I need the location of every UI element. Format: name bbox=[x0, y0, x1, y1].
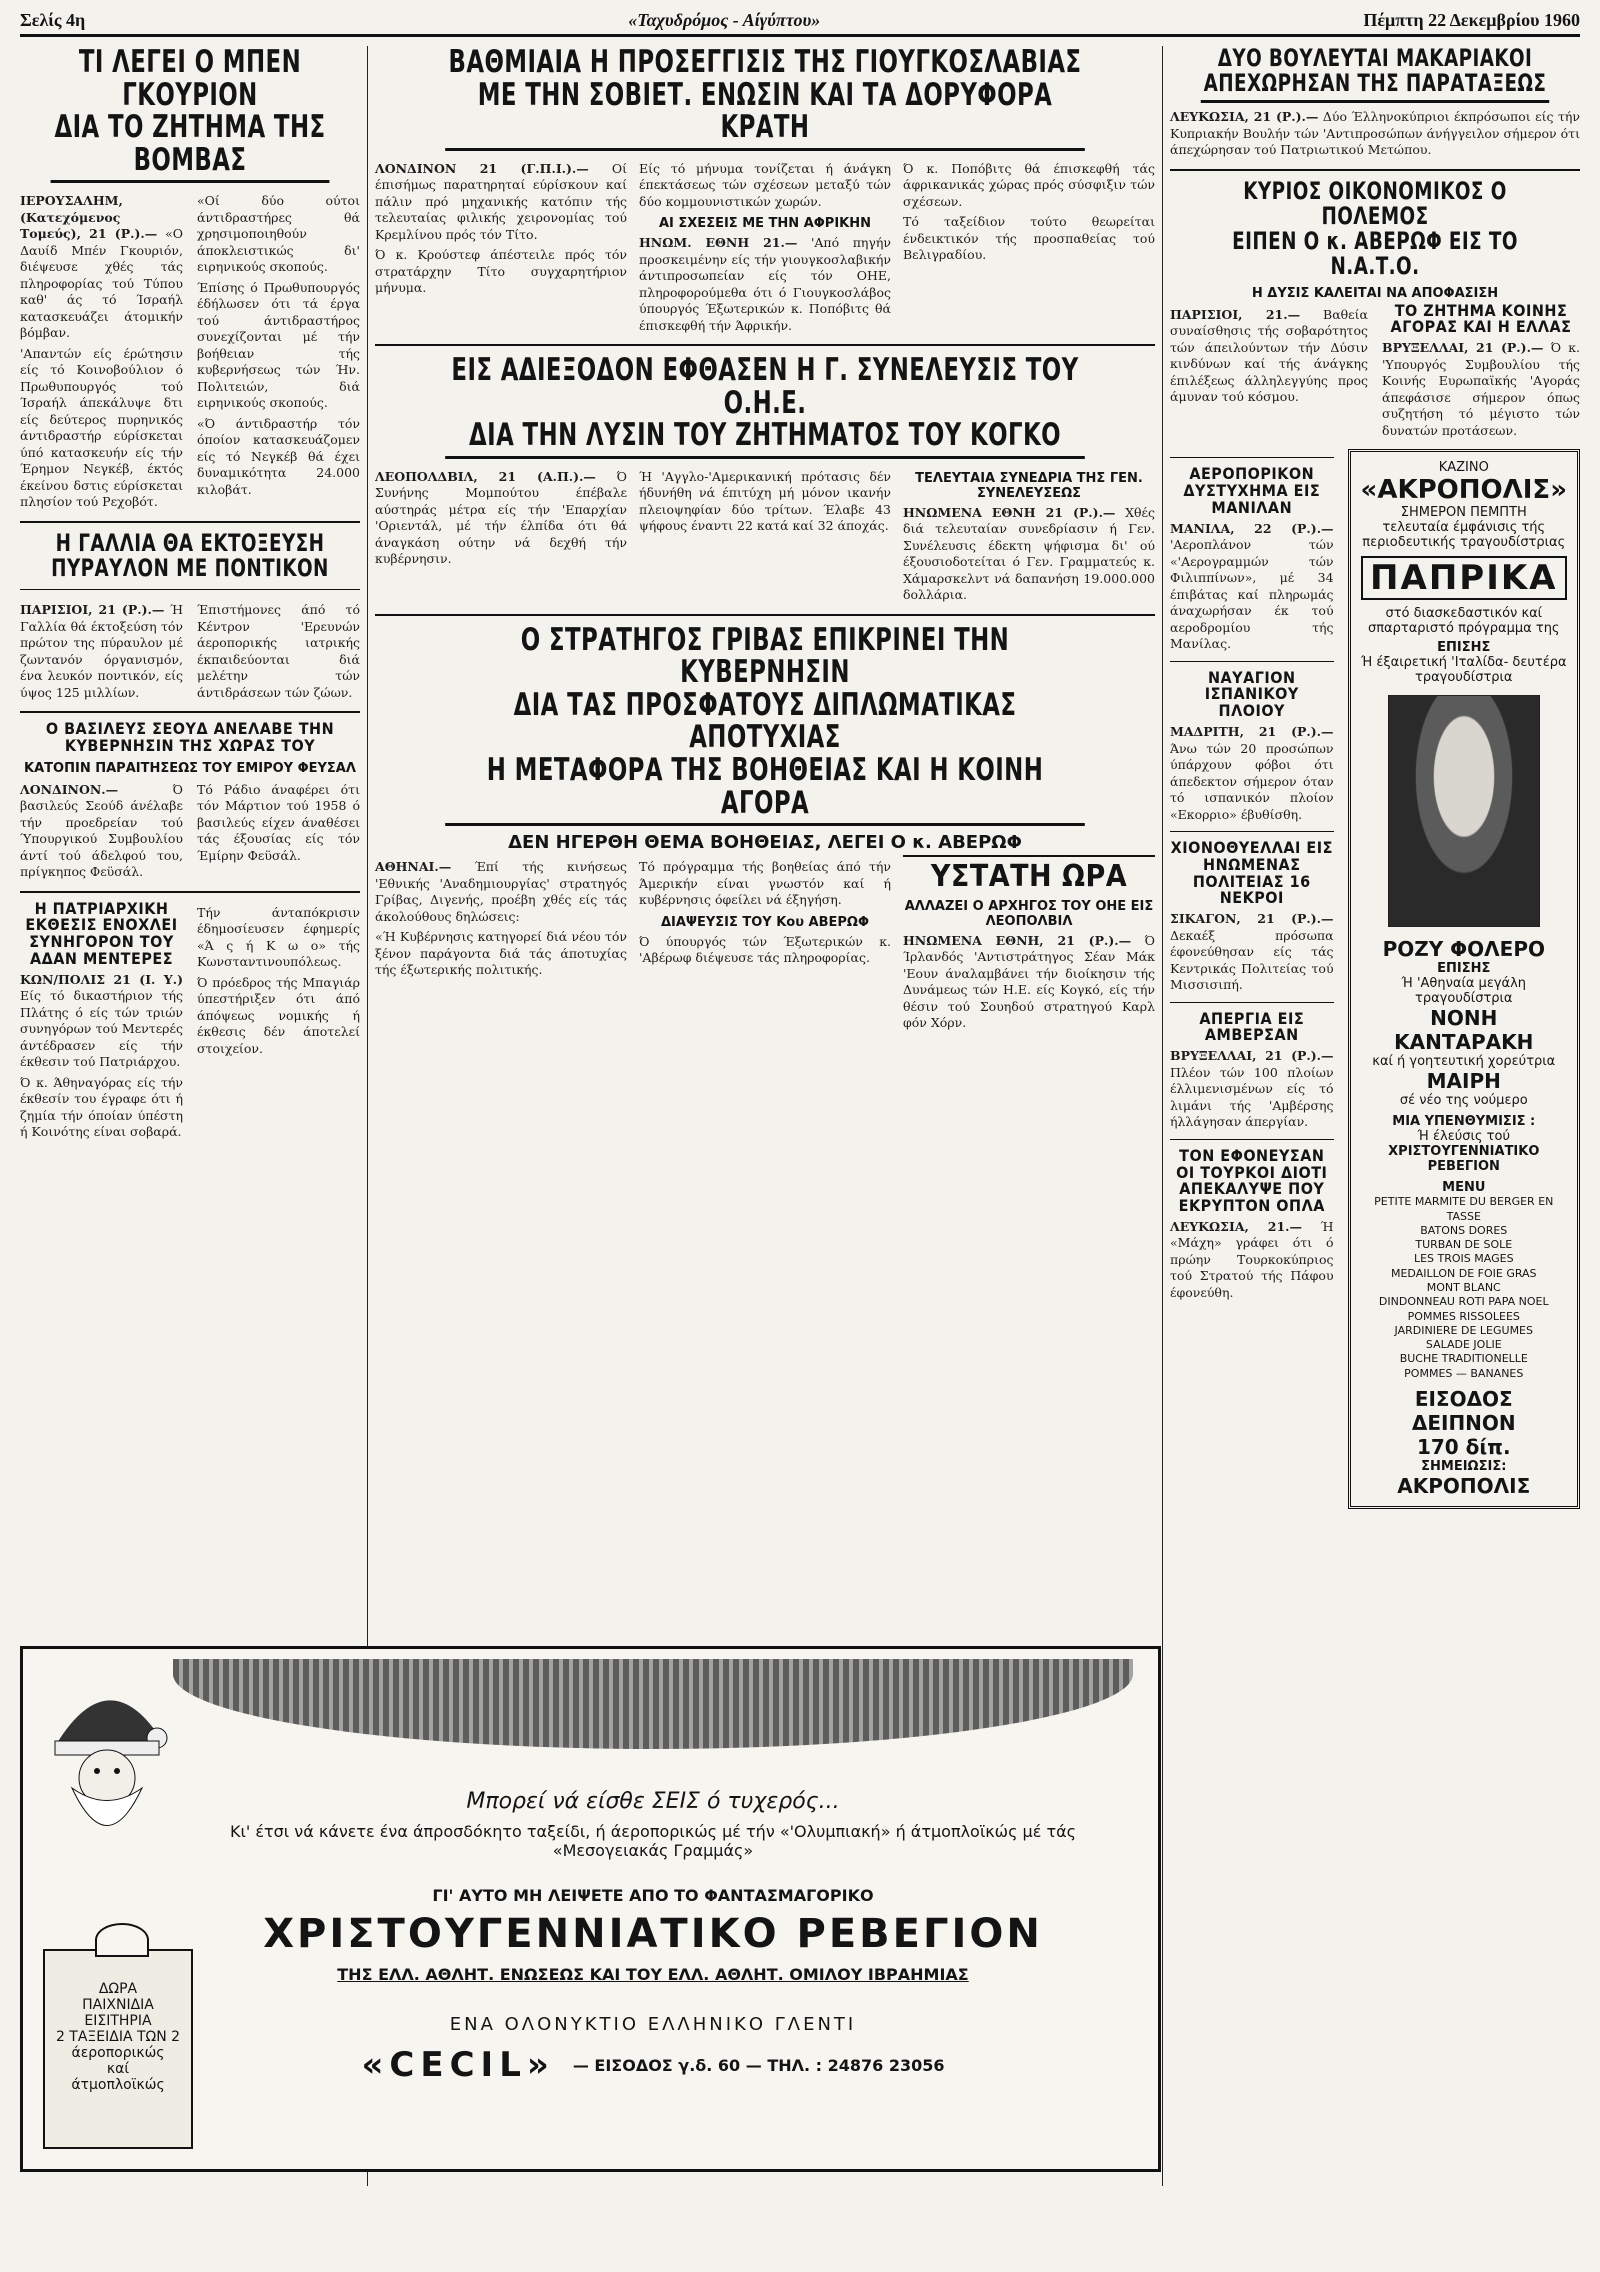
dateline: ΛΟΝΔΙΝΟΝ 21 (Γ.Π.Ι.).— bbox=[375, 160, 589, 176]
gift-text bbox=[45, 1981, 191, 2093]
subheadline: ΔΕΝ ΗΓΕΡΘΗ ΘΕΜΑ ΒΟΗΘΕΙΑΣ, ΛΕΓΕΙ Ο κ. ΑΒΕΡΩΦ bbox=[508, 832, 1022, 854]
ad-title: ΜΑΙΡΗ bbox=[1426, 1069, 1501, 1094]
ad-text: σέ νέο της νούμερο bbox=[1399, 1093, 1528, 1109]
headline: Η ΜΕΤΑΦΟΡΑ ΤΗΣ ΒΟΗΘΕΙΑΣ ΚΑΙ Η ΚΟΙΝΗ ΑΓΟΡΑ bbox=[445, 754, 1085, 826]
menu-item: MONT BLANC bbox=[1426, 1281, 1501, 1294]
headline: ΥΣΤΑΤΗ ΩΡΑ bbox=[903, 855, 1155, 893]
headline: ΝΑΥΑΓΙΟΝ ΙΣΠΑΝΙΚΟΥ ΠΛΟΙΟΥ bbox=[1204, 667, 1299, 721]
ad-price: 170 δίπ. bbox=[1416, 1435, 1511, 1460]
masthead bbox=[20, 6, 1580, 37]
headline: ΑΠΕΧΩΡΗΣΑΝ ΤΗΣ ΠΑΡΑΤΑΞΕΩΣ bbox=[1201, 71, 1550, 103]
ad-text: Κι' έτσι νά κάνετε ένα άπροσδόκητο ταξείδι, ή άεροπορικώς μέ τήν «'Ολυμπιακή» ή άτμοπλοϊκώς μέ τάς «Μεσογειακάς Γραμμάς» bbox=[229, 1822, 1077, 1860]
headline: ΔΥΟ ΒΟΥΛΕΥΤΑΙ ΜΑΚΑΡΙΑΚΟΙ bbox=[1217, 44, 1533, 72]
article-text: Έπί τής κινήσεως 'Εθνικής 'Αναδημιουργίας' στρατηγός Γρίβας, Διγενής, προέβη χθές είς τάς άκολούθους δηλώσεις: bbox=[375, 859, 627, 924]
article-text: Είς τό δικαστήριον τής Πλάτης ό είς τών τριών συνηγόρων τού Μεντερές άντέδρασεν είς τήν έκθεσιν τού Πατριάρχου. bbox=[20, 988, 183, 1070]
article-text: Ό Συνήνης Μομπούτου έπέβαλε αύστηράς μέτρα είς τήν 'Επαρχίαν 'Οριεντάλ, μέ τήν έλπίδα ότι θά άναγκάση ούτην νά δεχθή τήν κυβέρνησιν. bbox=[375, 468, 627, 567]
subheadline: ΚΑΤΟΠΙΝ ΠΑΡΑΙΤΗΣΕΩΣ ΤΟΥ ΕΜΙΡΟΥ ΦΕΥΣΑΛ bbox=[24, 760, 356, 776]
dateline: ΣΙΚΑΓΟΝ, 21 (Ρ.).— bbox=[1170, 911, 1334, 927]
article-text: Ή 'Αγγλο-'Αμερικανική πρότασις δέν ήδυνήθη νά έπιτύχη μή μόνον ικανήν πλειοψηφίαν δύο τρίτων. Έλαβε 43 ψήφους έναντι 22 κατά καί 32 άποχάς. bbox=[639, 468, 891, 534]
article-text: «Ή Κυβέρνησις κατηγορεί διά νέου τόν ξένον παράγοντα διά τάς άποτυχίας τής έξωτερικής πολιτικής. bbox=[375, 929, 627, 978]
dateline: ΗΝΩΜΕΝΑ ΕΘΝΗ, 21 (Ρ.).— bbox=[903, 932, 1132, 948]
gift-line: ΕΙΣΙΤΗΡΙΑ bbox=[84, 2013, 152, 2029]
ad-title: ΧΡΙΣΤΟΥΓΕΝΝΙΑΤΙΚΟ ΡΕΒΕΓΙΟΝ bbox=[263, 1911, 1043, 1957]
headline: ΜΕ ΤΗΝ ΣΟΒΙΕΤ. ΕΝΩΣΙΝ ΚΑΙ ΤΑ ΔΟΡΥΦΟΡΑ ΚΡΑΤΗ bbox=[445, 79, 1085, 151]
article-yugoslavia: ΒΑΘΜΙΑΙΑ Η ΠΡΟΣΕΓΓΙΣΙΣ ΤΗΣ ΓΙΟΥΓΚΟΣΛΑΒΙΑΣ ΜΕ ΤΗΝ ΣΟΒΙΕΤ. ΕΝΩΣΙΝ ΚΑΙ ΤΑ ΔΟΡΥΦΟΡΑ ΚΡΑΤΗ ΛΟΝΔΙΝΟΝ 21 (Γ.Π.Ι.).— Οί έπισήμως παρατηρηταί εύρίσκουν καί πάλιν πρό μηχανικής κατόπιν τής τελευταίας φιλικής χειρονομίας τού Κρεμλίνου πρός τόν Τίτο. Ό κ. Κρούστεφ άπέστειλε πρός τόν στρατάρχην Τίτο συγχαρητήριον μήνυμα. Είς τό μήνυμα τονίζεται ή άνάγκη έπεκτάσεως τών σχέσεων μεταξύ τών δύο κομμουνιστικών χωρών. ΑΙ ΣΧΕΣΕΙΣ ΜΕ ΤΗΝ ΑΦΡΙΚΗΝ ΗΝΩΜ. ΕΘΝΗ 21.— 'Από πηγήν προσκειμένην είς τήν γιουγκοσλαβικήν άντιπροσωπείαν είς τόν ΟΗΕ, πληροφορούμεθα ότι ό Γιουγκοσλάβος ύπουργός Έξωτερικών κ. Ποπόβιτς θά έπισκεφθή τήν Άφρικήν. Ό κ. Ποπόβιτς θά έπισκεφθή τάς άφρικανικάς χώρας πρός σύσφιξιν τών σχέσεων. Τό ταξείδιον τούτο θεωρείται ένδεικτικόν τής προσπαθείας τού Βελιγραδίου. bbox=[375, 44, 1155, 333]
menu-title: MENU bbox=[1442, 1180, 1486, 1196]
subheadline: ΑΛΛΑΖΕΙ Ο ΑΡΧΗΓΟΣ ΤΟΥ ΟΗΕ ΕΙΣ ΛΕΟΠΟΛΒΙΛ bbox=[904, 898, 1154, 929]
article-text: «Ο Δαυίδ Μπέν Γκουριόν, διέψευσε χθές τάς πληροφορίας τού Τύπου καθ' άς τό Ίσραήλ κατασκευάζει άτομικήν βόμβαν. bbox=[20, 226, 183, 341]
page-number: Σελίς 4η bbox=[20, 9, 86, 30]
ad-text: Ή 'Αθηναία μεγάλη τραγουδίστρια bbox=[1401, 976, 1527, 1007]
headline: ΤΟΝ ΕΦΟΝΕΥΣΑΝ ΟΙ ΤΟΥΡΚΟΙ ΔΙΟΤΙ ΑΠΕΚΑΛΥΨΕ ΠΟΥ ΕΚΡΥΠΤΟΝ ΟΠΛΑ bbox=[1176, 1145, 1328, 1216]
article-text: Βαθεία συναίσθησις τής σοβαρότητος τών άπειλούντων τήν Δύσιν κινδύνων καί τής άνάγκης έπιλέξεως άλληλεγγύης προς άμυναν τού κόσμου. bbox=[1170, 306, 1368, 405]
garland-decoration bbox=[173, 1659, 1133, 1749]
headline: ΕΙΣ ΑΔΙΕΞΟΔΟΝ ΕΦΘΑΣΕΝ Η Γ. ΣΥΝΕΛΕΥΣΙΣ ΤΟΥ Ο.Η.Ε. bbox=[451, 352, 1079, 421]
article-text: Δεκαέξ πρόσωπα έφονεύθησαν είς τάς Κεντρικάς Πολιτείας τού Μισσισιπή. bbox=[1170, 927, 1334, 993]
dateline: ΒΡΥΞΕΛΛΑΙ, 21 (Ρ.).— bbox=[1170, 1048, 1334, 1064]
dateline: ΛΕΟΠΟΛΔΒΙΛ, 21 (Α.Π.).— bbox=[375, 468, 596, 484]
menu-item: PETITE MARMITE DU BERGER EN TASSE bbox=[1374, 1195, 1554, 1223]
headline: Ο ΒΑΣΙΛΕΥΣ ΣΕΟΥΔ ΑΝΕΛΑΒΕ ΤΗΝ ΚΥΒΕΡΝΗΣΙΝ ΤΗΣ ΧΩΡΑΣ ΤΟΥ bbox=[45, 719, 335, 755]
ad-text: ΕΠΙΣΗΣ bbox=[1437, 961, 1491, 977]
dateline: ΛΕΥΚΩΣΙΑ, 21.— bbox=[1170, 1218, 1303, 1234]
ad-title: ΕΙΣΟΔΟΣ ΔΕΙΠΝΟΝ bbox=[1411, 1387, 1516, 1436]
article-text: Δύο Έλληνοκύπριοι έκπρόσωποι είς τήν Κυπριακήν Βουλήν τών 'Αντιπροσώπων άνήγγειλον σήμερον ότι άπεχώρησαν τού Πατριωτικού Μετώπου. bbox=[1170, 109, 1580, 158]
dateline: ΗΝΩΜ. ΕΘΝΗ 21.— bbox=[639, 235, 798, 251]
article-text: 'Απαντών είς έρώτησιν είς τό Κοινοβούλιον ό Πρωθυπουργός τού Ίσραήλ άπεκάλυψε δτι είς δεύτερος πυρηνικός άντιδραστήρ εύρίσκεται ύπό κατασκευήν είς τήν Έρημον Νεγκέβ, έκτός έκείνου δστις εύρίσκεται πλησίον τού Ρεχοβότ. bbox=[20, 345, 183, 510]
article-text: Ή Γαλλία θά έκτοξεύση τόν πρώτον της πύραυλον μέ ζωντανόν όργανισμόν, ένα λευκόν ποντικόν, είς ύψος 125 μιλλίων. bbox=[20, 602, 183, 700]
article-text: Χθές διά τελευταίαν συνεδρίασιν ή Γεν. Συνέλευσις έδεκτη ψήφισμα δι' ού έξουσιοδοτείται ό Γεν. Γραμματεύς κ. Χάμαρσκελντ νά δαπανήση 19.000.000 δολλάρια. bbox=[903, 504, 1155, 603]
column-left bbox=[20, 46, 360, 1141]
article-text: Ό Ίρλανδός 'Αντιστράτηγος Σέαν Μάκ 'Εουν άναλαμβάνει τήν διοίκησιν τής Δυνάμεως τών Η.Ε. είς Κογκό, είς τήν θέσιν τού Σουηδού στρατηγού Καρλ φόν Χόρν. bbox=[903, 932, 1155, 1031]
ad-text: ΜΙΑ ΥΠΕΝΘΥΜΙΣΙΣ : bbox=[1392, 1114, 1536, 1130]
ad-text: ΣΗΜΕΙΩΣΙΣ: bbox=[1421, 1459, 1507, 1475]
headline: Η ΠΑΤΡΙΑΡΧΙΚΗ ΕΚΘΕΣΙΣ ΕΝΟΧΛΕΙ ΣΥΝΗΓΟΡΟΝ ΤΟΥ ΑΔΑΝ ΜΕΝΤΕΡΕΣ bbox=[25, 898, 178, 969]
article-text: 'Από πηγήν προσκειμένην είς τήν γιουγκοσλαβικήν άντιπροσωπείαν είς τόν ΟΗΕ, πληροφορούμεθα ότι ό Γιουγκοσλάβος ύπουργός Έξωτερικών κ. Ποπόβιτς θά έπισκεφθή τήν Άφρικήν. bbox=[639, 235, 891, 333]
article-france-rocket: Η ΓΑΛΛΙΑ ΘΑ ΕΚΤΟΞΕΥΣΗ ΠΥΡΑΥΛΟΝ ΜΕ ΠΟΝΤΙΚΟΝ ΠΑΡΙΣΙΟΙ, 21 (Ρ.).— Ή Γαλλία θά έκτοξεύση τόν πρώτον της πύραυλον μέ ζωντανόν όργανισμόν, ένα λευκόν ποντικόν, είς ύψος 125 μιλλίων. Έπιστήμονες άπό τό Κέντρον 'Ερευνών άεροπορικής ιατρικής έκπαιδεύονται διά μελέτην τών άντιδράσεων τών ζώων. bbox=[20, 528, 360, 700]
ad-text: καί ή γοητευτική χορεύτρια bbox=[1372, 1054, 1556, 1070]
ad-text: ΕΠΙΣΗΣ bbox=[1437, 640, 1491, 656]
article-king-saud: Ο ΒΑΣΙΛΕΥΣ ΣΕΟΥΔ ΑΝΕΛΑΒΕ ΤΗΝ ΚΥΒΕΡΝΗΣΙΝ ΤΗΣ ΧΩΡΑΣ ΤΟΥ ΚΑΤΟΠΙΝ ΠΑΡΑΙΤΗΣΕΩΣ ΤΟΥ ΕΜΙΡΟΥ ΦΕΥΣΑΛ ΛΟΝΔΙΝΟΝ.— Ό βασιλεύς Σεούδ άνέλαβε τήν προεδρείαν τού Ύπουργικού Συμβουλίου άντί τού άδελφού του, πρίγκηπος Φεϋσάλ. Τό Ράδιο άναφέρει ότι τόν Μάρτιον τού 1958 ό βασιλεύς είχεν άναθέσει τάς έξουσίας είς τόν Έμίρην Φεϋσάλ. bbox=[20, 719, 360, 880]
menu-item: MEDAILLON DE FOIE GRAS bbox=[1390, 1266, 1537, 1280]
dateline: ΜΑΔΡΙΤΗ, 21 (Ρ.).— bbox=[1170, 724, 1334, 739]
newspaper-page bbox=[20, 6, 1580, 2266]
headline: ΒΑΘΜΙΑΙΑ Η ΠΡΟΣΕΓΓΙΣΙΣ ΤΗΣ ΓΙΟΥΓΚΟΣΛΑΒΙΑΣ bbox=[448, 44, 1082, 80]
dateline: ΜΑΝΙΛΑ, 22 (Ρ.).— bbox=[1170, 520, 1334, 536]
headline: ΔΙΑ ΤΟ ΖΗΤΗΜΑ ΤΗΣ ΒΟΜΒΑΣ bbox=[51, 111, 330, 183]
issue-date: Πέμπτη 22 Δεκεμβρίου 1960 bbox=[1363, 9, 1580, 30]
article-text: Οί έπισήμως παρατηρηταί εύρίσκουν καί πάλιν πρό μηχανικής κατόπιν τής τελευταίας φιλικής χειρονομίας τού Κρεμλίνου πρός τόν Τίτο. bbox=[375, 160, 627, 242]
headline: ΚΥΡΙΟΣ ΟΙΚΟΝΟΜΙΚΟΣ Ο ΠΟΛΕΜΟΣ bbox=[1243, 176, 1507, 231]
bow-icon bbox=[95, 1923, 149, 1957]
ad-text: τελευταία έμφάνισις τής περιοδευτικής τραγουδίστριας bbox=[1362, 520, 1566, 551]
gift-line: καί bbox=[106, 2061, 130, 2077]
article-text: 'Αεροπλάνον τών «'Αερογραμμών τών Φιλιππίνων», μέ 34 έπιβάτας καί πληρωμάς άναχωρήσαν έκ τού αεροδρομίου τής Μανίλας. bbox=[1170, 537, 1334, 652]
ad-title: ΠΑΠΡΙΚΑ bbox=[1361, 556, 1567, 600]
headline: ΑΠΕΡΓΙΑ ΕΙΣ ΑΜΒΕΡΣΑΝ bbox=[1199, 1008, 1305, 1045]
ad-title: ΝΟΝΗ ΚΑΝΤΑΡΑΚΗ bbox=[1394, 1006, 1534, 1055]
ad-tagline: Μπορεί νά είσθε ΣΕΙΣ ό τυχερός... bbox=[466, 1789, 840, 1814]
casino-acropolis-ad bbox=[1348, 449, 1580, 1509]
headline: ΤΟ ΖΗΤΗΜΑ ΚΟΙΝΗΣ ΑΓΟΡΑΣ ΚΑΙ Η ΕΛΛΑΣ bbox=[1390, 300, 1572, 337]
dateline: ΠΑΡΙΣΙΟΙ, 21.— bbox=[1170, 306, 1301, 322]
headline: ΔΙΑ ΤΑΣ ΠΡΟΣΦΑΤΟΥΣ ΔΙΠΛΩΜΑΤΙΚΑΣ ΑΠΟΤΥΧΙΑΣ bbox=[513, 686, 1017, 756]
ad-text: ΓΙ' ΑΥΤΟ ΜΗ ΛΕΙΨΕΤΕ ΑΠΟ ΤΟ ΦΑΝΤΑΣΜΑΓΟΡΙΚΟ bbox=[432, 1886, 874, 1905]
ad-text: Ή έξαιρετική 'Ιταλίδα- δευτέρα τραγουδίστρια bbox=[1360, 655, 1567, 686]
headline: ΧΙΟΝΟΘΥΕΛΛΑΙ ΕΙΣ ΗΝΩΜΕΝΑΣ ΠΟΛΙΤΕΙΑΣ 16 ΝΕΚΡΟΙ bbox=[1170, 838, 1333, 908]
menu-list bbox=[1361, 1195, 1567, 1381]
venue-name: «CECIL» bbox=[361, 2045, 555, 2085]
column-rule bbox=[1162, 46, 1163, 2186]
gift-line: άτμοπλοϊκώς bbox=[71, 2077, 165, 2093]
subheadline: ΑΙ ΣΧΕΣΕΙΣ ΜΕ ΤΗΝ ΑΦΡΙΚΗΝ bbox=[658, 216, 872, 232]
dateline: ΒΡΥΞΕΛΛΑΙ, 21 (Ρ.).— bbox=[1382, 340, 1544, 356]
gift-line: ΠΑΙΧΝΙΔΙΑ bbox=[82, 1997, 154, 2013]
dateline: ΛΟΝΔΙΝΟΝ.— bbox=[20, 781, 119, 797]
dateline: ΑΘΗΝΑΙ.— bbox=[375, 859, 452, 875]
ad-text: Ή έλεύσις τού bbox=[1417, 1129, 1510, 1145]
headline: ΕΙΠΕΝ Ο κ. ΑΒΕΡΩΦ ΕΙΣ ΤΟ Ν.Α.Τ.Ο. bbox=[1232, 227, 1518, 281]
menu-item: JARDINIERE DE LEGUMES bbox=[1394, 1323, 1533, 1337]
singer-photo bbox=[1388, 695, 1540, 927]
ad-text: ΣΗΜΕΡΟΝ ΠΕΜΠΤΗ bbox=[1400, 505, 1527, 521]
headline: Η ΓΑΛΛΙΑ ΘΑ ΕΚΤΟΞΕΥΣΗ ΠΥΡΑΥΛΟΝ ΜΕ ΠΟΝΤΙΚΟΝ bbox=[51, 528, 329, 582]
gift-line: ΔΩΡΑ bbox=[98, 1981, 138, 1997]
ad-title: ΑΚΡΟΠΟΛΙΣ bbox=[1397, 1474, 1531, 1499]
article-ben-gurion: ΤΙ ΛΕΓΕΙ Ο ΜΠΕΝ ΓΚΟΥΡΙΟΝ ΔΙΑ ΤΟ ΖΗΤΗΜΑ ΤΗΣ ΒΟΜΒΑΣ ΙΕΡΟΥΣΑΛΗΜ, (Κατεχόμενος Τομεύς), 21 (Ρ.).— «Ο Δαυίδ Μπέν Γκουριόν, διέψευσε χθές τάς πληροφορίας τού Τύπου καθ' άς τό Ίσραήλ κατασκευάζει άτομικήν βόμβαν. 'Απαντών είς έρώτησιν είς τό Κοινοβούλιον ό Πρωθυπουργός τού Ίσραήλ άπεκάλυψε δτι είς δεύτερος πυρηνικός άντιδραστήρ εύρίσκεται ύπό κατασκευήν είς τήν Έρημον Νεγκέβ, έκτός έκείνου δστις εύρίσκεται πλησίον τού Ρεχοβότ. «Οί δύο ούτοι άντιδραστήρες θά χρησιμοποιηθούν άποκλειστικώς δι' ειρηνικούς σκοπούς. Έπίσης ό Πρωθυπουργός έδήλωσεν ότι τά έργα τού άντιδραστήρος συνεχίζονται μέ τήν βοήθειαν τής κυβερνήσεως τών Ήν. Πολιτειών, διά ειρηνικούς σκοπούς. «Ό άντιδραστήρ τόν όποίον κατασκευάζομεν είς τό Νεγκέβ θά έχει δυναμικότητα 24.000 κιλοβάτ. bbox=[20, 44, 360, 510]
santa-icon bbox=[37, 1663, 177, 1863]
menu-item: POMMES RISSOLEES bbox=[1407, 1309, 1520, 1323]
article-averof-nato bbox=[1170, 176, 1580, 439]
article-text: Ό κ. Κρούστεφ άπέστειλε πρός τόν στρατάρχην Τίτο συγχαρητήριον μήνυμα. bbox=[375, 247, 627, 296]
dateline: ΚΩΝ/ΠΟΛΙΣ 21 (Ι. Υ.) bbox=[20, 971, 183, 987]
menu-item: DINDONNEAU ROTI PAPA NOEL bbox=[1378, 1295, 1549, 1309]
gift-line: άεροπορικώς bbox=[71, 2045, 165, 2061]
subheadline: ΤΕΛΕΥΤΑΙΑ ΣΥΝΕΔΡΙΑ ΤΗΣ ΓΕΝ. ΣΥΝΕΛΕΥΣΕΩΣ bbox=[915, 470, 1143, 501]
ad-text: στό διασκεδαστικόν καί σπαρταριστό πρόγραμμα της bbox=[1367, 606, 1560, 637]
ad-organizers: ΤΗΣ ΕΛΛ. ΑΘΛΗΤ. ΕΝΩΣΕΩΣ ΚΑΙ ΤΟΥ ΕΛΛ. ΑΘΛΗΤ. ΟΜΙΛΟΥ ΙΒΡΑΗΜΙΑΣ bbox=[337, 1965, 969, 1984]
article-text: Άνω τών 20 προσώπων ύπάρχουν φόβοι ότι άπεδεκτον σήμερον όταν τό ισπανικόν πλοίον «Εκορριο» έβυθίσθη. bbox=[1170, 740, 1334, 822]
headline: ΔΙΑ ΤΗΝ ΛΥΣΙΝ ΤΟΥ ΖΗΤΗΜΑΤΟΣ ΤΟΥ ΚΟΓΚΟ bbox=[445, 419, 1085, 459]
headline: ΤΙ ΛΕΓΕΙ Ο ΜΠΕΝ ΓΚΟΥΡΙΟΝ bbox=[78, 44, 302, 113]
ad-text: ΕΝΑ ΟΛΟΝΥΚΤΙΟ ΕΛΛΗΝΙΚΟ ΓΛΕΝΤΙ bbox=[449, 2014, 857, 2035]
headline: ΑΕΡΟΠΟΡΙΚΟΝ ΔΥΣΤΥΧΗΜΑ ΕΙΣ ΜΑΝΙΛΑΝ bbox=[1183, 464, 1321, 517]
gift-box bbox=[43, 1949, 193, 2149]
article-text: Ή «Μάχη» γράφει ότι ό πρώην Τουρκοκύπριος τού Στρατού τής Πάφου έφονεύθη. bbox=[1170, 1218, 1334, 1300]
ad-contact: — ΕΙΣΟΔΟΣ γ.δ. 60 — ΤΗΛ. : 24876 23056 bbox=[572, 2055, 945, 2075]
dateline: ΙΕΡΟΥΣΑΛΗΜ, (Κατεχόμενος Τομεύς), 21 (Ρ.).— bbox=[20, 193, 158, 242]
column-center bbox=[375, 46, 1155, 1032]
dateline: ΠΑΡΙΣΙΟΙ, 21 (Ρ.).— bbox=[20, 602, 165, 618]
dateline: ΗΝΩΜΕΝΑ ΕΘΝΗ 21 (Ρ.).— bbox=[903, 504, 1116, 520]
menu-item: POMMES — BANANES bbox=[1404, 1366, 1524, 1380]
article-text: «Οί δύο ούτοι άντιδραστήρες θά χρησιμοποιηθούν άποκλειστικώς δι' ειρηνικούς σκοπούς. bbox=[197, 193, 360, 275]
article-un-congo bbox=[375, 354, 1155, 604]
menu-item: LES TROIS MAGES bbox=[1413, 1252, 1514, 1266]
christmas-reveillon-ad bbox=[20, 1646, 1161, 2172]
article-text: Πλέον τών 100 πλοίων έλλιμενισμένων είς τό λιμάνι τής 'Αμβέρσης ήλλάγησαν άπεργίαν. bbox=[1170, 1064, 1334, 1130]
ad-title: «ΑΚΡΟΠΟΛΙΣ» bbox=[1360, 475, 1567, 506]
article-patriarch: Η ΠΑΤΡΙΑΡΧΙΚΗ ΕΚΘΕΣΙΣ ΕΝΟΧΛΕΙ ΣΥΝΗΓΟΡΟΝ ΤΟΥ ΑΔΑΝ ΜΕΝΤΕΡΕΣ ΚΩΝ/ΠΟΛΙΣ 21 (Ι. Υ.) Είς τό δικαστήριον τής Πλάτης ό είς τών τριών συνηγόρων τού Μεντερές άντέδρασεν είς τήν έκθεσιν τού Πατριάρχου. Ό κ. Άθηναγόρας είς τήν έκθεσίν του έγραφε ότι ή ζημία τήν όποίαν ύπέστη ή Κοινότης είναι σοβαρά. Τήν άνταπόκρισιν έδημοσίευσεν έφημερίς «Ά ς ή Κ ω ο» τής Κωνσταντινουπόλεως. Ό πρόεδρος τής Μπαγιάρ ύπεστήριξεν ότι άπό άπόψεως νομικής ή έκθεσις δέν άποτελεί στοιχείον. bbox=[20, 898, 360, 1140]
menu-item: BUCHE TRADITIONELLE bbox=[1399, 1352, 1528, 1366]
article-grivas: Ο ΣΤΡΑΤΗΓΟΣ ΓΡΙΒΑΣ ΕΠΙΚΡΙΝΕΙ ΤΗΝ ΚΥΒΕΡΝΗΣΙΝ ΔΙΑ ΤΑΣ ΠΡΟΣΦΑΤΟΥΣ ΔΙΠΛΩΜΑΤΙΚΑΣ ΑΠΟΤΥΧΙΑΣ Η ΜΕΤΑΦΟΡΑ ΤΗΣ ΒΟΗΘΕΙΑΣ ΚΑΙ Η ΚΟΙΝΗ ΑΓΟΡΑ ΔΕΝ ΗΓΕΡΘΗ ΘΕΜΑ ΒΟΗΘΕΙΑΣ, ΛΕΓΕΙ Ο κ. ΑΒΕΡΩΦ ΑΘΗΝΑΙ.— Έπί τής κινήσεως 'Εθνικής 'Αναδημιουργίας' στρατηγός Γρίβας, Διγενής, προέβη χθές είς τάς άκολούθους δηλώσεις: «Ή Κυβέρνησις κατηγορεί διά νέου τόν ξένον παράγοντα διά τάς άποτυχίας τής έξωτερικής πολιτικής. Τό πρόγραμμα τής βοηθείας άπό τήν Άμερικήν είναι γνωστόν καί ή κυβέρνησις όφείλει νά έξηγήση. ΔΙΑΨΕΥΣΙΣ ΤΟΥ Κου ΑΒΕΡΩΦ Ό ύπουργός τών Έξωτερικών κ. 'Αβέρωφ διέψευσε τάς πληροφορίας. ΥΣΤΑΤΗ ΩΡΑ ΑΛΛΑΖΕΙ Ο ΑΡΧΗΓΟΣ ΤΟΥ ΟΗΕ ΕΙΣ ΛΕΟΠΟΛΒΙΛ ΗΝΩΜΕΝΑ ΕΘΝΗ, 21 (Ρ.).— Ό Ίρλανδός 'Αντιστράτηγος Σέαν Μάκ 'Εουν άναλαμβάνει τήν διοίκησιν τής Δυνάμεως τών Η.Ε. είς Κογκό, είς τήν θέσιν τού Σουηδού στρατηγού Καρλ φόν Χόρν. bbox=[375, 621, 1155, 1031]
menu-item: TURBAN DE SOLE bbox=[1415, 1238, 1513, 1252]
newspaper-name: «Ταχυδρόμος - Αίγύπτου» bbox=[628, 9, 821, 30]
subheadline: Η ΔΥΣΙΣ ΚΑΛΕΙΤΑΙ ΝΑ ΑΠΟΦΑΣΙΣΗ bbox=[1251, 285, 1499, 301]
ad-title: ΡΟΖΥ ΦΟΛΕΡΟ bbox=[1382, 937, 1545, 962]
article-text: Ό κ. 'Υπουργός Συμβουλίου τής Κοινής Ευρωπαϊκής 'Αγοράς άπεφάσισε σήμερον όπως συζητήση τό μέγιστο τών δυνατών προτάσεων. bbox=[1382, 340, 1580, 438]
ad-text: ΚΑΖΙΝΟ bbox=[1438, 460, 1489, 476]
gift-line: 2 ΤΑΞΕΙΔΙΑ ΤΩΝ 2 bbox=[55, 2029, 181, 2045]
ad-text: ΧΡΙΣΤΟΥΓΕΝΝΙΑΤΙΚΟ ΡΕΒΕΓΙΟΝ bbox=[1388, 1144, 1540, 1175]
article-cyprus-mps bbox=[1170, 46, 1580, 159]
article-text: Ό βασιλεύς Σεούδ άνέλαβε τήν προεδρείαν τού Ύπουργικού Συμβουλίου άντί τού άδελφού του, πρίγκηπος Φεϋσάλ. bbox=[20, 781, 183, 880]
dateline: ΛΕΥΚΩΣΙΑ, 21 (Ρ.).— bbox=[1170, 109, 1319, 125]
menu-item: BATONS DORES bbox=[1420, 1223, 1508, 1237]
headline: Ο ΣΤΡΑΤΗΓΟΣ ΓΡΙΒΑΣ ΕΠΙΚΡΙΝΕΙ ΤΗΝ ΚΥΒΕΡΝΗΣΙΝ bbox=[520, 621, 1010, 691]
subheadline: ΔΙΑΨΕΥΣΙΣ ΤΟΥ Κου ΑΒΕΡΩΦ bbox=[660, 914, 870, 930]
column-right bbox=[1170, 46, 1580, 1509]
menu-item: SALADE JOLIE bbox=[1425, 1338, 1502, 1352]
